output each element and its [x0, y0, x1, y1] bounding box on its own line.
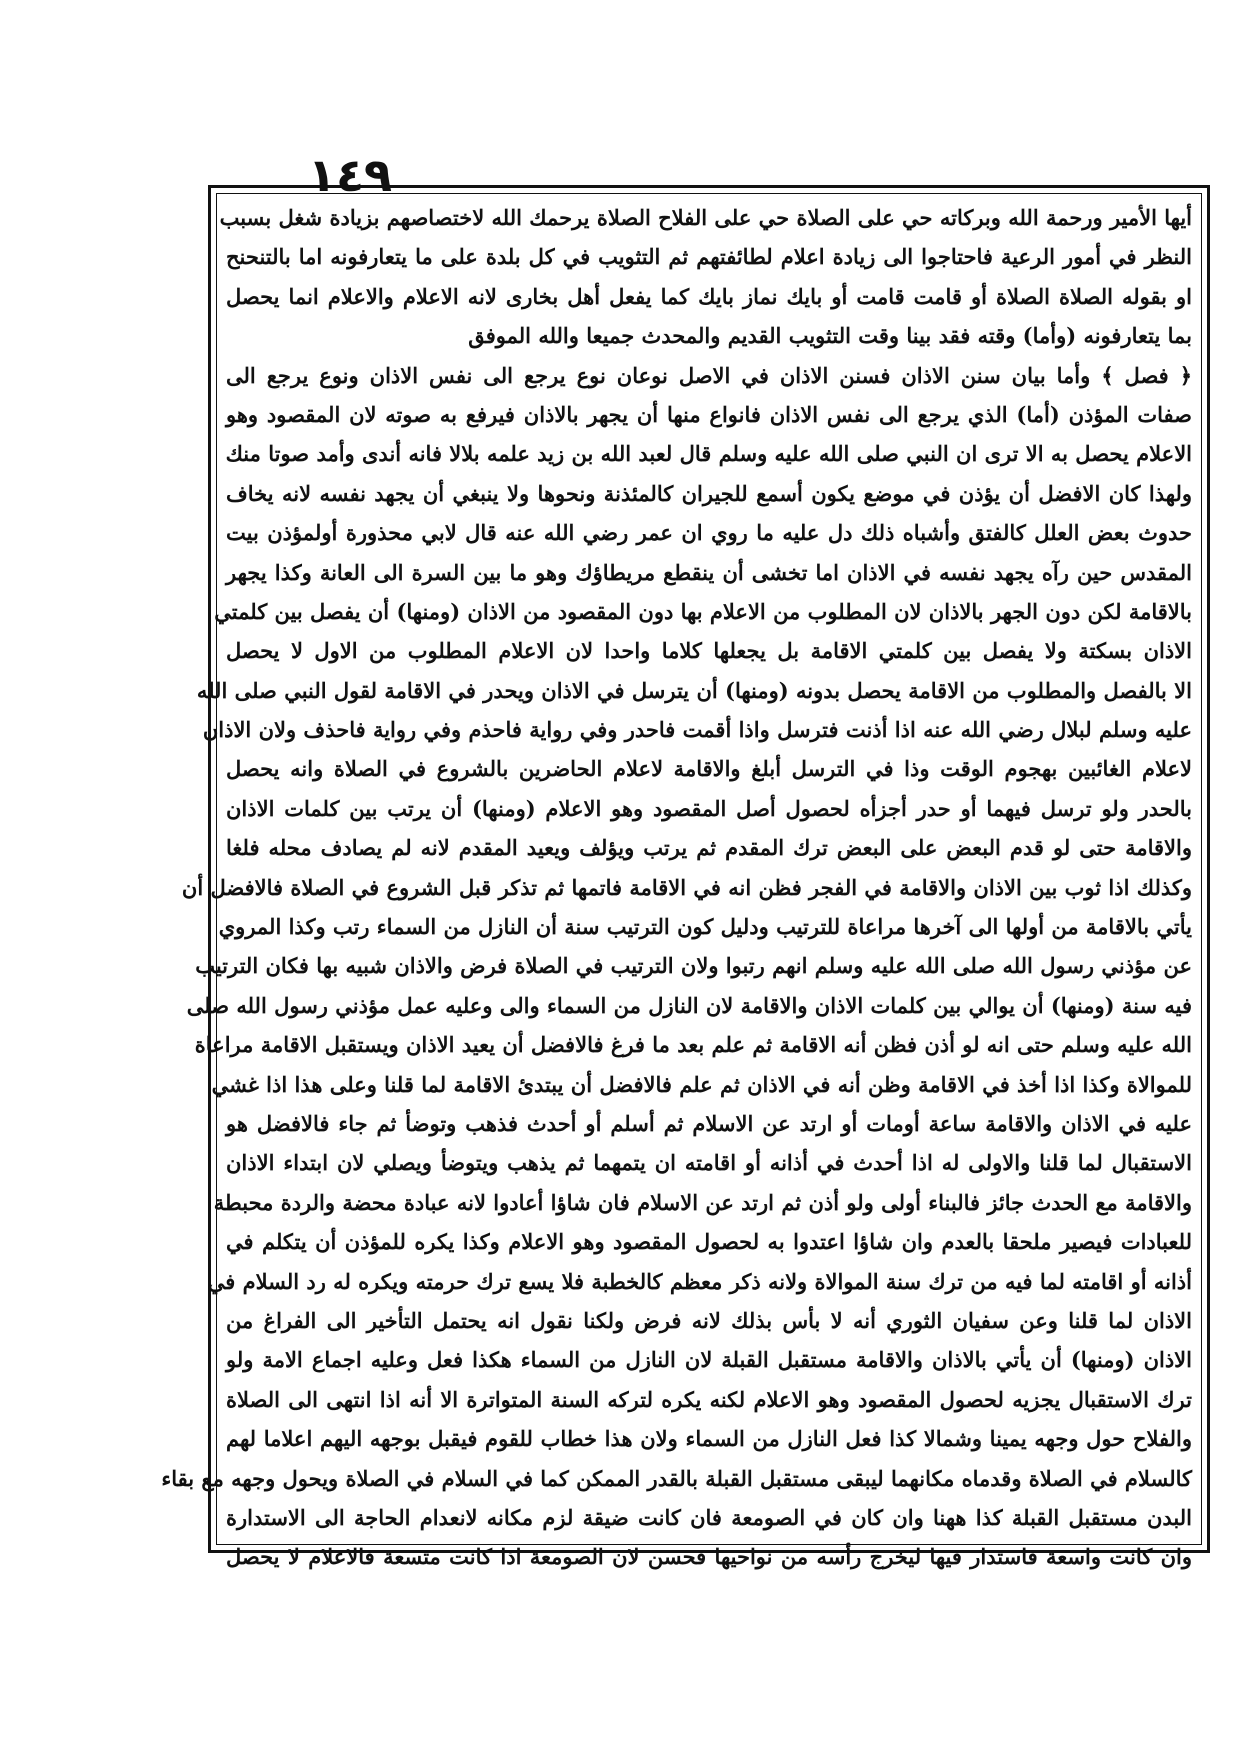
text-line: الاعلام يحصل به الا ترى ان النبي صلى الله عليه وسلم قال لعبد الله بن زيد علمه بلالا فانه أندى وأمد صوتا منك: [225, 441, 1192, 467]
text-line: والفلاح حول وجهه يمينا وشمالا كذا فعل النازل من السماء ولان هذا خطاب للقوم فيقبل بوجهه اليهم اعلاما لهم: [226, 1426, 1192, 1452]
text-line: فيه سنة (ومنها) أن يوالي بين كلمات الاذان والاقامة لان النازل من السماء والى وعليه عمل مؤذني رسول الله صلى: [186, 992, 1192, 1018]
text-line: أيها الأمير ورحمة الله وبركاته حي على الصلاة حي على الفلاح الصلاة يرحمك الله لاختصاصهم بزيادة شغل بسبب: [219, 205, 1192, 230]
text-line: النظر في أمور الرعية فاحتاجوا الى زيادة اعلام لطائفتهم ثم التثويب في كل بلدة على ما يتعارفونه اما بالتنحنح: [226, 244, 1192, 270]
text-line: صفات المؤذن (أما) الذي يرجع الى نفس الاذان فانواع منها أن يجهر بالاذان فيرفع به صوته لان المقصود وهو: [226, 401, 1192, 427]
text-line: البدن مستقبل القبلة كذا ههنا وان كان في الصومعة فان كانت ضيقة لزم مكانه لانعدام الحاجة الى الاستدارة: [226, 1504, 1192, 1530]
text-line: ﴿ فصل ﴾ وأما بيان سنن الاذان فسنن الاذان في الاصل نوعان نوع يرجع الى نفس الاذان ونوع يرجع الى: [226, 362, 1192, 388]
text-line: ولهذا كان الافضل أن يؤذن في موضع يكون أسمع للجيران كالمئذنة ونحوها ولا ينبغي أن يجهد نفسه لانه يخاف: [226, 480, 1192, 506]
text-line: الاستقبال لما قلنا والاولى له اذا أحدث في أذانه أو اقامته ان يتمهما ثم يذهب ويتوضأ ويصلي لان ابتداء الاذان: [226, 1150, 1192, 1176]
text-line: أذانه أو اقامته لما فيه من ترك سنة الموالاة ولانه ذكر معظم كالخطبة فلا يسع ترك حرمته ويكره له رد السلام في: [207, 1268, 1192, 1294]
text-line: كالسلام في الصلاة وقدماه مكانهما ليبقى مستقبل القبلة بالقدر الممكن كما في السلام في الصلاة ويحول وجهه مع بقاء: [161, 1465, 1192, 1491]
text-line: وكذلك اذا ثوب بين الاذان والاقامة في الفجر فظن انه في الاقامة فاتمها ثم تذكر قبل الشروع في الصلاة فالافضل أن: [181, 874, 1192, 900]
text-line: المقدس حين رآه يجهد نفسه في الاذان اما تخشى أن ينقطع مريطاؤك وهو ما بين السرة الى العانة وكذا يجهر: [226, 559, 1192, 585]
text-line: ترك الاستقبال يجزيه لحصول المقصود وهو الاعلام لكنه يكره لتركه السنة المتواترة الا أنه اذا انتهى الى الصلاة: [226, 1386, 1192, 1412]
text-line: بالحدر ولو ترسل فيهما أو حدر أجزأه لحصول أصل المقصود وهو الاعلام (ومنها) أن يرتب بين كلمات الاذان: [226, 795, 1192, 821]
text-line: والاقامة حتى لو قدم البعض على البعض ترك المقدم ثم يرتب ويؤلف ويعيد المقدم لانه لم يصادف محله فلغا: [226, 835, 1192, 861]
text-line: بالاقامة لكن دون الجهر بالاذان لان المطلوب من الاعلام بها دون المقصود من الاذان (ومنها) أن يفصل بين كلمتي: [214, 598, 1192, 624]
text-line: للعبادات فيصير ملحقا بالعدم وان شاؤا اعتدوا به لحصول المقصود وهو الاعلام وكذا يكره للمؤذن أن يتكلم في: [226, 1229, 1192, 1255]
text-line: عليه وسلم لبلال رضي الله عنه اذا أذنت فترسل واذا أقمت فاحدر وفي رواية فاحذم وفي رواية فاحذف ولان الاذان: [202, 717, 1192, 743]
text-line: عليه في الاذان والاقامة ساعة أومات أو ارتد عن الاسلام ثم أسلم أو أحدث فذهب وتوضأ ثم جاء فالافضل هو: [226, 1110, 1192, 1136]
text-line: الا بالفصل والمطلوب من الاقامة يحصل بدونه (ومنها) أن يترسل في الاذان ويحدر في الاقامة لقول النبي صلى الله: [196, 677, 1192, 703]
text-line: للموالاة وكذا اذا أخذ في الاقامة وظن أنه في الاذان ثم علم فالافضل أن يبتدئ الاقامة لما قلنا وعلى هذا اذا غشي: [211, 1071, 1192, 1097]
text-line: الله عليه وسلم حتى انه لو أذن فظن أنه الاقامة ثم علم بعد ما فرغ فالافضل أن يعيد الاذان ويستقبل الاقامة مراعاة: [194, 1032, 1192, 1058]
text-line: او بقوله الصلاة الصلاة أو قامت قامت أو بايك نماز بايك كما يفعل أهل بخارى لانه الاعلام والاعلام انما يحصل: [226, 283, 1192, 309]
text-line: والاقامة مع الحدث جائز فالبناء أولى ولو أذن ثم ارتد عن الاسلام فان شاؤا أعادوا لانه عبادة محضة والردة محبطة: [213, 1189, 1192, 1215]
text-line: الاذان لما قلنا وعن سفيان الثوري أنه لا بأس بذلك لانه فرض ولكنا نقول انه يحتمل التأخير الى الفراغ من: [226, 1307, 1192, 1333]
text-line: بما يتعارفونه (وأما) وقته فقد بينا وقت التثويب القديم والمحدث جميعا والله الموفق: [468, 323, 1192, 349]
text-line: يأتي بالاقامة من أولها الى آخرها مراعاة للترتيب ودليل كون الترتيب سنة أن النازل من السماء رتب وكذا المروي: [218, 914, 1192, 940]
text-line: لاعلام الغائبين بهجوم الوقت وذا في الترسل أبلغ والاقامة لاعلام الحاضرين بالشروع في الصلاة وانه يحصل: [226, 756, 1192, 782]
text-line: الاذان (ومنها) أن يأتي بالاذان والاقامة مستقبل القبلة لان النازل من السماء هكذا فعل وعليه اجماع الامة ولو: [226, 1347, 1192, 1373]
text-line: الاذان بسكتة ولا يفصل بين كلمتي الاقامة بل يجعلها كلاما واحدا لان الاعلام المطلوب من الاول لا يحصل: [226, 638, 1192, 664]
text-body: [161, 198, 1193, 1570]
text-line: وان كانت واسعة فاستدار فيها ليخرج رأسه من نواحيها فحسن لان الصومعة اذا كانت متسعة فالاعلام لا يحصل: [226, 1544, 1193, 1570]
text-line: عن مؤذني رسول الله صلى الله عليه وسلم انهم رتبوا ولان الترتيب في الصلاة فرض والاذان شبيه بها فكان الترتيب: [195, 953, 1192, 979]
page-number: ١٤٩: [307, 148, 393, 202]
text-line: حدوث بعض العلل كالفتق وأشباه ذلك دل عليه ما روي ان عمر رضي الله عنه قال لابي محذورة أولمؤذن بيت: [226, 520, 1192, 546]
